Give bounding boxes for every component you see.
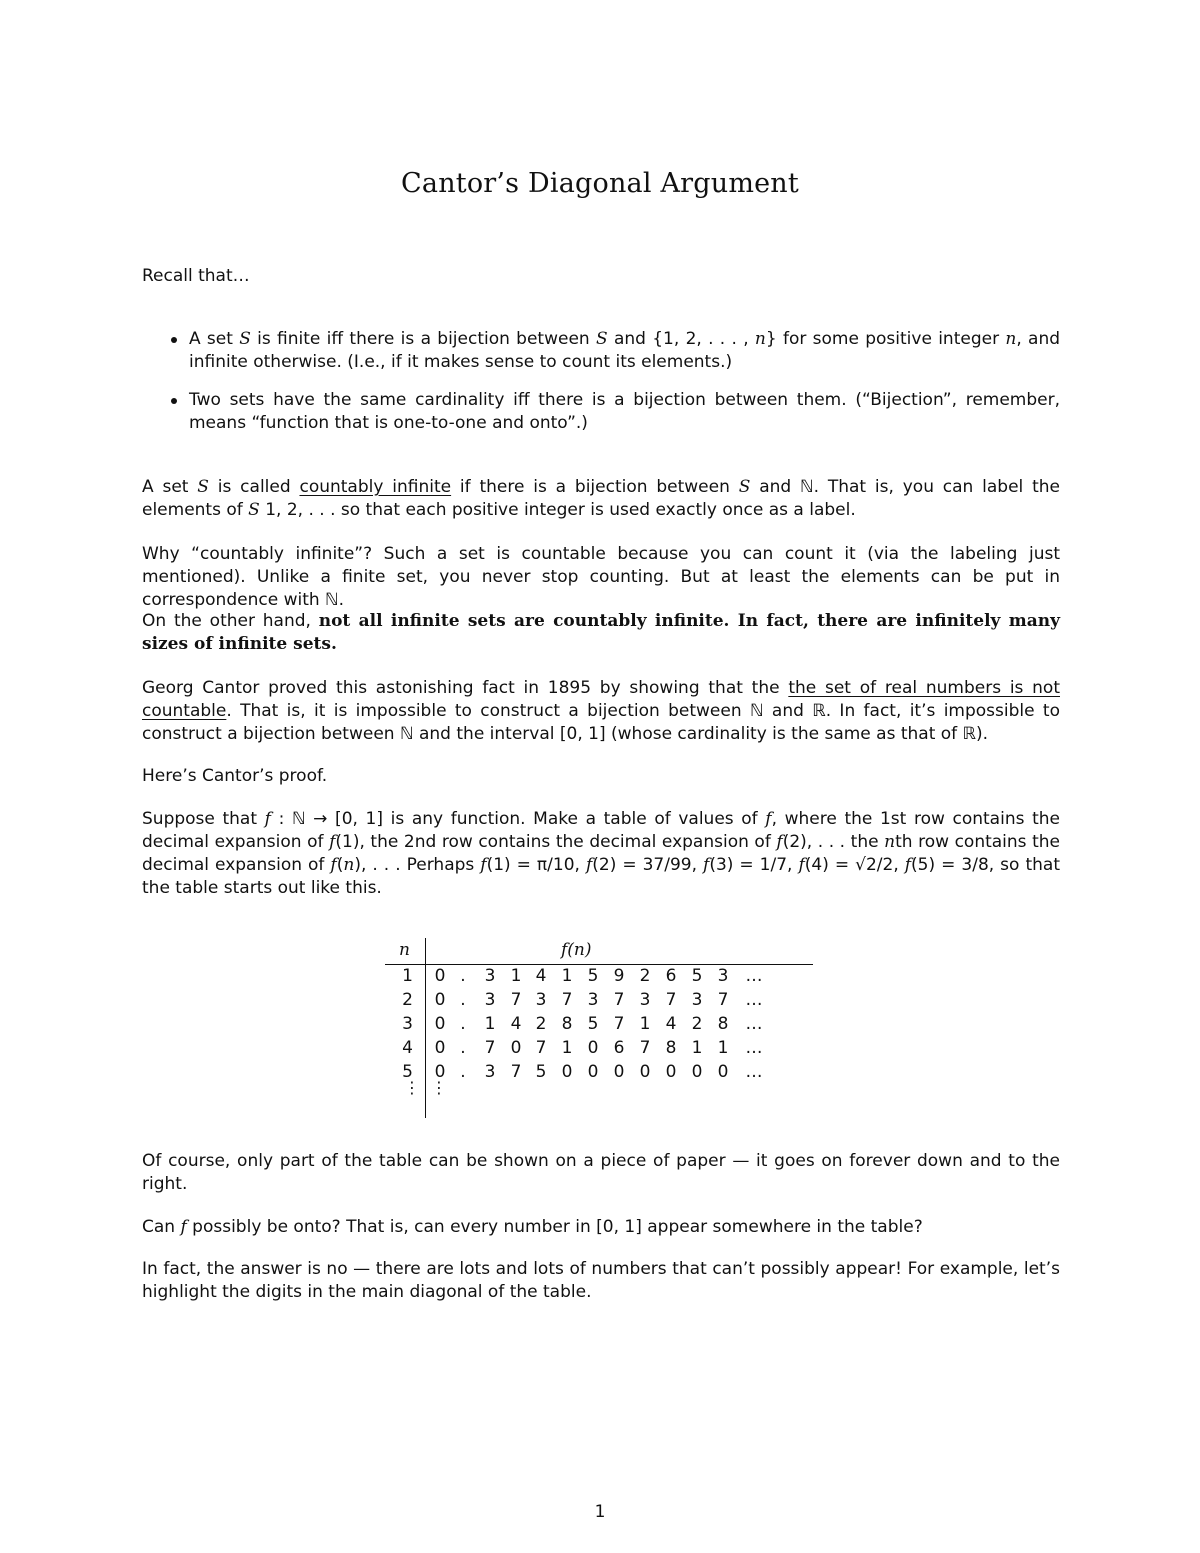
table-cell: 2: [691, 1014, 703, 1034]
row-index: 3: [402, 1014, 413, 1034]
intro-text: Recall that…: [142, 266, 250, 286]
table-cell: …: [745, 990, 763, 1010]
table-cell: 9: [613, 966, 625, 986]
table-header-fn: f(n): [561, 940, 592, 960]
table-cell: 7: [613, 1014, 625, 1034]
table-cell: 0: [434, 1014, 446, 1034]
table-cell: 6: [665, 966, 677, 986]
paragraph-countable: A set S is called countably infinite if there is a bijection between S and ℕ. That is, you can label the elements of S 1, 2, . . . so that each positive integer is used exactly once as a label.: [142, 477, 1061, 520]
table-cell: 0: [510, 1038, 522, 1058]
table-cell: 1: [484, 1014, 496, 1034]
table-cell: 1: [510, 966, 522, 986]
table-cell: 7: [665, 990, 677, 1010]
table-cell: 1: [561, 966, 573, 986]
table-cell: 4: [665, 1014, 677, 1034]
decimal-expansion-table: [385, 938, 815, 1118]
table-cell: 5: [587, 966, 599, 986]
bullet-icon: [171, 337, 177, 343]
table-cell: .: [460, 1062, 466, 1082]
table-cell: .: [460, 966, 466, 986]
table-cell: 8: [665, 1038, 677, 1058]
table-cell: 8: [717, 1014, 729, 1034]
table-cell: 0: [561, 1062, 573, 1082]
table-cell: …: [745, 1014, 763, 1034]
table-cell: 8: [561, 1014, 573, 1034]
list-item-cardinality: Two sets have the same cardinality iff there is a bijection between them. (“Bijection”, remember, means “function that is one-to-one and onto”.): [142, 389, 1060, 435]
table-cell: 2: [639, 966, 651, 986]
row-index: 5: [402, 1062, 413, 1082]
table-cell: 3: [484, 1062, 496, 1082]
table-row: [385, 966, 815, 990]
table-cell: 3: [484, 966, 496, 986]
table-cell: 0: [434, 990, 446, 1010]
bullet-icon: [171, 398, 177, 404]
underlined-claim: the set of real numbers is not countable: [142, 678, 1060, 721]
row-index: 4: [402, 1038, 413, 1058]
table-cell: 1: [691, 1038, 703, 1058]
table-cell: 1: [639, 1014, 651, 1034]
table-cell: 7: [561, 990, 573, 1010]
table-cell: 0: [587, 1038, 599, 1058]
table-cell: 3: [717, 966, 729, 986]
table-cell: 0: [434, 966, 446, 986]
table-cell: 5: [691, 966, 703, 986]
table-row: [385, 990, 815, 1014]
table-cell: .: [460, 1014, 466, 1034]
table-cell: 3: [639, 990, 651, 1010]
paragraph-why: Why “countably infinite”? Such a set is countable because you can count it (via the labeling just mentioned). Unlike a finite set, you never stop counting. But at least the elements can be put in correspondence with ℕ.: [142, 544, 1060, 610]
table-cell: .: [460, 990, 466, 1010]
page-title: Cantor’s Diagonal Argument: [401, 168, 799, 199]
table-cell: 3: [691, 990, 703, 1010]
paragraph-onto: Can f possibly be onto? That is, can every number in [0, 1] appear somewhere in the table?: [142, 1217, 923, 1237]
paragraph-in-fact: In fact, the answer is no — there are lots and lots of numbers that can’t possibly appear! For example, let’s highlight the digits in the main diagonal of the table.: [142, 1259, 1060, 1302]
table-cell: 6: [613, 1038, 625, 1058]
definition-list: [142, 328, 1060, 435]
table-cell: 4: [510, 1014, 522, 1034]
table-cell: …: [745, 966, 763, 986]
table-cell: 5: [535, 1062, 547, 1082]
list-item-finite: A set S is finite iff there is a bijection between S and {1, 2, . . . , n} for some positive integer n, and infinite otherwise. (I.e., if it makes sense to count its elements.): [142, 328, 1060, 374]
table-cell: 3: [484, 990, 496, 1010]
table-cell: 7: [510, 990, 522, 1010]
table-cell: 7: [717, 990, 729, 1010]
table-cell: 3: [587, 990, 599, 1010]
row-index: 2: [402, 990, 413, 1010]
paragraph-proof: Here’s Cantor’s proof.: [142, 766, 328, 786]
page-number: 1: [594, 1502, 606, 1522]
table-cell: 7: [639, 1038, 651, 1058]
table-cell: 0: [665, 1062, 677, 1082]
table-cell: 0: [639, 1062, 651, 1082]
table-cell: 5: [587, 1014, 599, 1034]
paragraph-of-course: Of course, only part of the table can be shown on a piece of paper — it goes on forever down and to the right.: [142, 1151, 1060, 1194]
term-countably-infinite: countably infinite: [299, 477, 452, 497]
table-cell: 7: [535, 1038, 547, 1058]
table-cell: 0: [434, 1038, 446, 1058]
table-cell: …: [745, 1062, 763, 1082]
table-cell: 0: [587, 1062, 599, 1082]
table-cell: 7: [510, 1062, 522, 1082]
row-index: 1: [402, 966, 413, 986]
table-cell: 2: [535, 1014, 547, 1034]
paragraph-other-hand: On the other hand, not all infinite sets are countably infinite. In fact, there are infinitely many sizes of infinite sets.: [142, 611, 1060, 654]
table-cell: 0: [717, 1062, 729, 1082]
table-header-n: n: [399, 940, 410, 960]
paragraph-suppose: Suppose that f : ℕ → [0, 1] is any function. Make a table of values of f, where the 1st row contains the decimal expansion of f(1), the 2nd row contains the decimal expansion of f(2), . . . the nth row contains the decimal expansion of f(n), . . . Perhaps f(1) = π/10, f(2) = 37/99, f(3) = 1/7, f(4) = √2/2, f(5) = 3/8, so that the table starts out like this.: [142, 809, 1060, 898]
table-row: [385, 1014, 815, 1038]
table-cell: 0: [434, 1062, 446, 1082]
table-header-rule: [385, 964, 813, 965]
table-cell: .: [460, 1038, 466, 1058]
table-vdots-f: ⋮: [431, 1078, 447, 1097]
table-cell: 3: [535, 990, 547, 1010]
table-cell: 7: [613, 990, 625, 1010]
table-cell: 0: [613, 1062, 625, 1082]
table-row: [385, 1038, 815, 1062]
table-row: [385, 1062, 815, 1086]
table-cell: 1: [717, 1038, 729, 1058]
table-cell: 7: [484, 1038, 496, 1058]
table-cell: …: [745, 1038, 763, 1058]
paragraph-cantor: Georg Cantor proved this astonishing fact in 1895 by showing that the the set of real numbers is not countable. That is, it is impossible to construct a bijection between ℕ and ℝ. In fact, it’s impossible to construct a bijection between ℕ and the interval [0, 1] (whose cardinality is the same as that of ℝ).: [142, 678, 1060, 744]
table-cell: 1: [561, 1038, 573, 1058]
table-vdots-n: ⋮: [404, 1078, 420, 1097]
table-cell: 0: [691, 1062, 703, 1082]
table-cell: 4: [535, 966, 547, 986]
